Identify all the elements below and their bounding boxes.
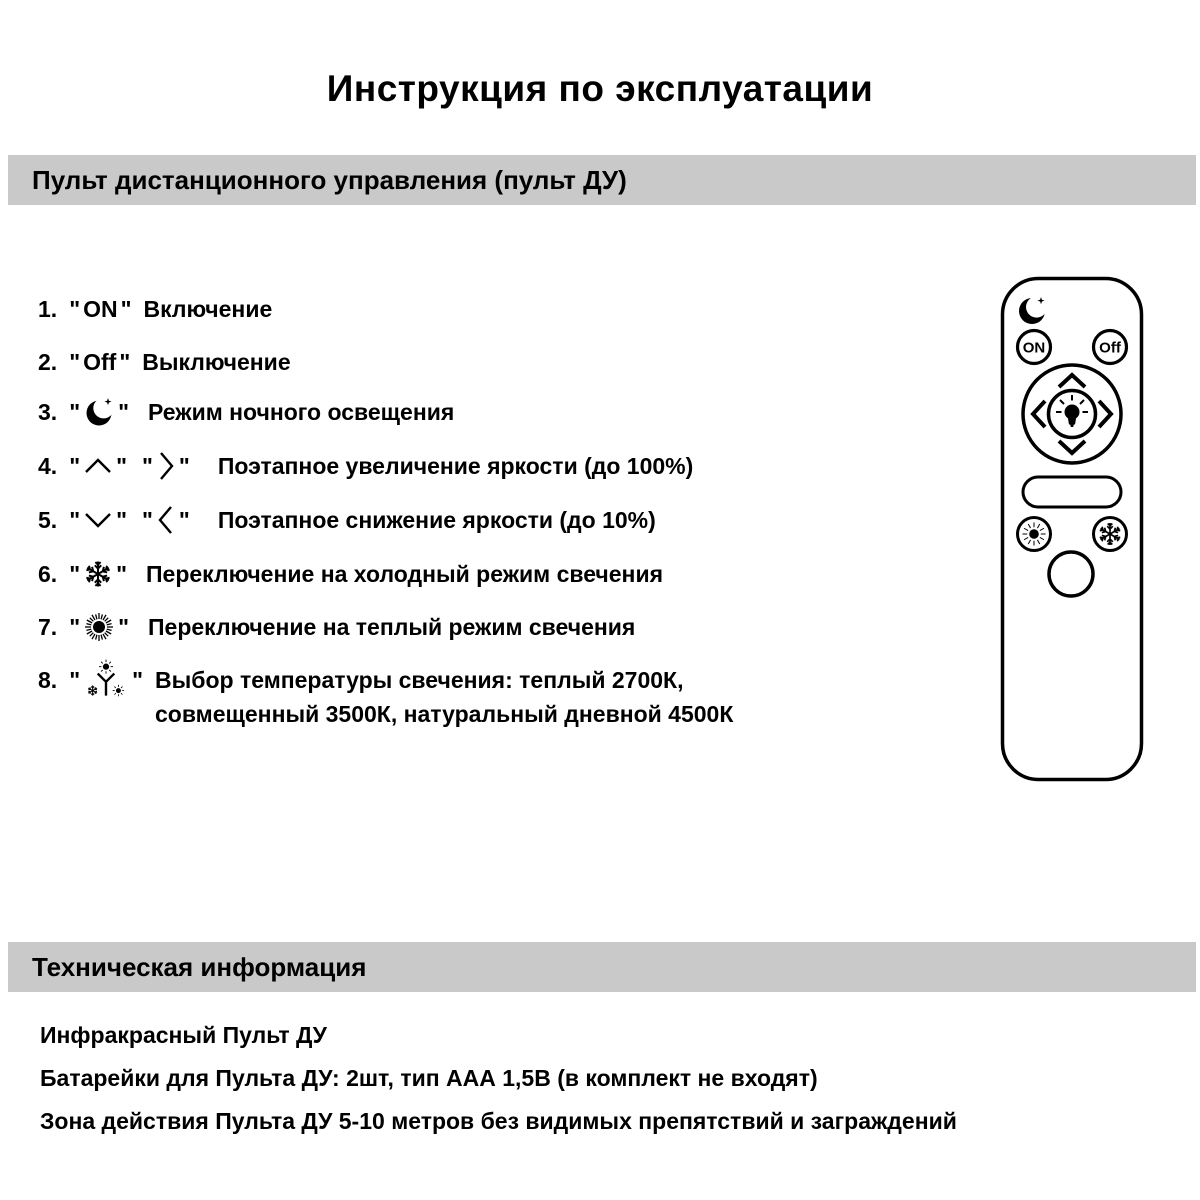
instruction-item-7 [38, 610, 635, 644]
item-description: Поэтапное снижение яркости (до 10%) [217, 506, 656, 533]
item-number: 2. [38, 348, 58, 375]
instruction-item-6 [38, 557, 663, 591]
quote-mark: " [69, 452, 81, 479]
quote-mark: " [118, 398, 129, 425]
tech-section-header-bar [8, 942, 1196, 992]
item-description: Включение [143, 295, 273, 322]
tech-line-batteries: Батарейки для Пульта ДУ: 2шт, тип ААА 1,5В (в комплект не входят) [40, 1065, 818, 1091]
quote-mark: " [142, 506, 153, 533]
quote-mark: " [132, 667, 143, 693]
item-number: 3. [38, 398, 58, 425]
item-description-line-2: совмещенный 3500К, натуральный дневной 4500К [155, 701, 734, 727]
instruction-item-4 [38, 449, 693, 483]
item-description [155, 663, 733, 731]
item-number: 6. [38, 560, 58, 587]
page-title: Инструкция по эксплуатации [326, 68, 874, 109]
quote-mark: " [116, 506, 127, 533]
quote-mark: " [119, 348, 131, 375]
quote-mark: " [178, 506, 190, 533]
quote-mark: " [69, 398, 81, 425]
item-number: 1. [38, 295, 58, 322]
item-description: Поэтапное увеличение яркости (до 100%) [217, 452, 694, 479]
instruction-item-5 [38, 503, 656, 537]
instruction-item-1 [38, 292, 272, 326]
tech-section-heading: Техническая информация [32, 952, 367, 982]
snowflake-cold-icon [83, 559, 113, 589]
quote-mark: " [69, 613, 81, 640]
remote-section-header-bar [8, 155, 1196, 205]
quote-mark: " [69, 348, 81, 375]
chevron-left-icon [156, 504, 176, 536]
svg-text:ON: ON [1022, 339, 1046, 357]
chevron-up-icon [83, 456, 113, 476]
quote-mark: " [69, 506, 81, 533]
chevron-down-icon [83, 510, 113, 530]
svg-text:Off: Off [1099, 339, 1121, 357]
quote-mark: " [142, 452, 153, 479]
item-description: Выключение [142, 348, 291, 375]
tech-line-remote-type: Инфракрасный Пульт ДУ [40, 1022, 327, 1048]
item-number: 7. [38, 613, 58, 640]
item-description: Переключение на теплый режим свечения [148, 613, 636, 640]
quote-mark: " [69, 560, 81, 587]
instruction-item-8 [38, 663, 733, 731]
quote-mark: " [118, 613, 129, 640]
remote-control-illustration [1000, 276, 1144, 782]
off-button-label: Off [83, 348, 117, 375]
quote-mark: " [120, 295, 132, 322]
item-number: 4. [38, 452, 58, 479]
instruction-item-2 [38, 345, 291, 379]
quote-mark: " [116, 452, 127, 479]
sun-warm-icon [83, 611, 115, 643]
item-description-line-1: Выбор температуры свечения: теплый 2700К, [155, 667, 684, 693]
moon-night-icon [83, 396, 115, 428]
chevron-right-icon [156, 450, 176, 482]
item-description: Переключение на холодный режим свечения [146, 560, 664, 587]
tech-line-range: Зона действия Пульта ДУ 5-10 метров без видимых препятствий и заграждений [40, 1108, 957, 1134]
quote-mark: " [178, 452, 190, 479]
temperature-select-icon [83, 663, 129, 697]
item-number: 5. [38, 506, 58, 533]
instruction-item-3 [38, 395, 454, 429]
quote-mark: " [116, 560, 127, 587]
on-button-label: ON [83, 295, 118, 322]
remote-section-heading: Пульт дистанционного управления (пульт ДУ) [32, 165, 627, 195]
item-number: 8. [38, 667, 58, 693]
quote-mark: " [69, 667, 81, 693]
tech-info [40, 1024, 957, 1133]
item-description: Режим ночного освещения [148, 398, 455, 425]
quote-mark: " [69, 295, 81, 322]
